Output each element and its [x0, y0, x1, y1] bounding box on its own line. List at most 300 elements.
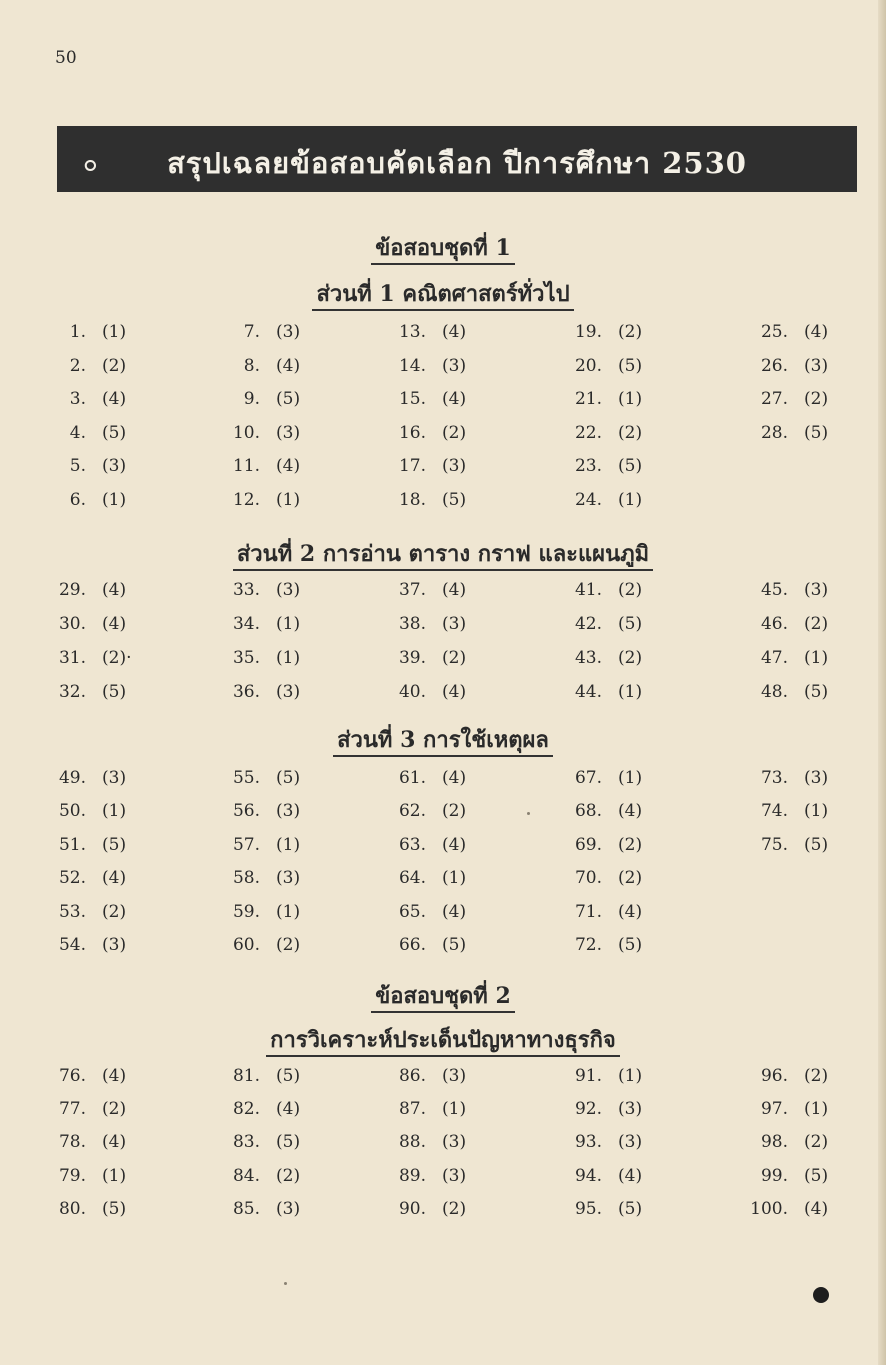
answer-cell: [560, 423, 700, 453]
answer-choice: (4): [618, 801, 643, 822]
paper-speck: [284, 1282, 287, 1285]
answer-cell: [384, 682, 524, 712]
question-number: 14.: [398, 355, 426, 376]
question-number: 71.: [574, 901, 602, 922]
answer-choice: (1): [276, 648, 301, 668]
answer-cell: [218, 835, 358, 865]
question-number: 57.: [232, 834, 260, 855]
answer-choice: (5): [804, 682, 829, 702]
answer-cell: [384, 1199, 524, 1229]
question-number: 86.: [398, 1066, 426, 1086]
answer-choice: (5): [276, 1132, 301, 1153]
answer-cell: [384, 490, 524, 520]
question-number: 49.: [58, 768, 86, 788]
set-2-heading: [0, 978, 886, 1013]
paper-speck: [527, 812, 530, 815]
answer-choice: (3): [276, 868, 301, 889]
answer-cell: [218, 614, 358, 644]
answer-cell: [44, 580, 184, 610]
answer-cell: [560, 682, 700, 712]
answer-cell: [560, 614, 700, 644]
question-number: 99.: [760, 1165, 788, 1186]
part-1-heading-text: ส่วนที่ 1 คณิตศาสตร์ทั่วไป: [312, 281, 573, 311]
part-1-heading: [0, 276, 886, 311]
answer-cell: [218, 902, 358, 932]
question-number: 93.: [574, 1132, 602, 1153]
title-banner: [57, 126, 857, 192]
answer-cell: [384, 1066, 524, 1096]
answer-cell: [384, 935, 524, 965]
answer-choice: (4): [804, 1198, 829, 1219]
answer-choice: (2): [442, 422, 467, 443]
answer-cell: [746, 1166, 886, 1196]
answer-choice: (2): [804, 1066, 829, 1086]
answer-choice: (1): [102, 1165, 127, 1186]
answer-choice: (4): [102, 1066, 127, 1086]
answer-cell: [560, 835, 700, 865]
question-number: 92.: [574, 1099, 602, 1120]
answer-cell: [44, 868, 184, 898]
answer-choice: (4): [102, 614, 127, 634]
banner-title: สรุปเฉลยข้อสอบคัดเลือก ปีการศึกษา 2530: [167, 146, 747, 180]
question-number: 64.: [398, 868, 426, 889]
question-number: 35.: [232, 648, 260, 668]
answer-cell: [384, 801, 524, 831]
answer-cell: [560, 1066, 700, 1096]
answer-choice: (5): [442, 935, 467, 955]
answer-cell: [44, 648, 184, 678]
answer-cell: [384, 835, 524, 865]
question-number: 8.: [243, 355, 260, 376]
part-2-heading-text: ส่วนที่ 2 การอ่าน ตาราง กราฟ และแผนภูมิ: [233, 541, 653, 571]
answer-cell: [218, 682, 358, 712]
answer-choice: (4): [804, 322, 829, 342]
answer-cell: [746, 614, 886, 644]
answer-row: [0, 1099, 886, 1129]
answer-row: [0, 902, 886, 932]
question-number: 90.: [398, 1198, 426, 1219]
answer-cell: [560, 322, 700, 352]
answer-cell: [384, 768, 524, 798]
answer-row: [0, 648, 886, 678]
answer-cell: [746, 1066, 886, 1096]
answer-cell: [746, 580, 886, 610]
answer-choice: (2): [276, 1165, 301, 1186]
answer-choice: (4): [618, 901, 643, 922]
answer-cell: [44, 1099, 184, 1129]
answer-cell: [44, 902, 184, 932]
part-2-heading: [0, 536, 886, 571]
question-number: 69.: [574, 834, 602, 855]
question-number: 80.: [58, 1198, 86, 1219]
answer-choice: (2): [618, 580, 643, 600]
answer-row: [0, 935, 886, 965]
answer-cell: [218, 490, 358, 520]
question-number: 38.: [398, 614, 426, 634]
business-part-heading-text: การวิเคราะห์ประเด็นปัญหาทางธุรกิจ: [266, 1027, 620, 1057]
answer-row: [0, 423, 886, 453]
business-part-heading: [0, 1022, 886, 1057]
answer-choice: (4): [276, 355, 301, 376]
answer-cell: [384, 1166, 524, 1196]
answer-choice: (2): [618, 834, 643, 855]
answer-cell: [746, 322, 886, 352]
answer-choice: (2)·: [102, 648, 132, 668]
answer-row: [0, 1132, 886, 1162]
answer-choice: (5): [102, 834, 127, 855]
question-number: 43.: [574, 648, 602, 668]
answer-row: [0, 614, 886, 644]
question-number: 97.: [760, 1099, 788, 1120]
answer-choice: (1): [618, 768, 643, 788]
answer-cell: [560, 456, 700, 486]
question-number: 20.: [574, 355, 602, 376]
answer-cell: [746, 423, 886, 453]
answer-cell: [560, 768, 700, 798]
question-number: 11.: [232, 456, 260, 477]
answer-choice: (3): [102, 768, 127, 788]
answer-choice: (3): [442, 1165, 467, 1186]
bullet-dot: [813, 1287, 829, 1303]
question-number: 50.: [58, 801, 86, 822]
question-number: 76.: [58, 1066, 86, 1086]
question-number: 5.: [69, 456, 86, 477]
answer-cell: [384, 389, 524, 419]
banner-mark: ๐: [83, 149, 98, 177]
question-number: 68.: [574, 801, 602, 822]
answer-cell: [384, 614, 524, 644]
question-number: 48.: [760, 682, 788, 702]
question-number: 42.: [574, 614, 602, 634]
answer-choice: (4): [102, 1132, 127, 1153]
answer-choice: (4): [442, 580, 467, 600]
answer-choice: (3): [102, 935, 127, 955]
set-1-heading-text: ข้อสอบชุดที่ 1: [371, 235, 515, 265]
answer-choice: (2): [102, 355, 127, 376]
answer-cell: [218, 1199, 358, 1229]
answer-choice: (2): [442, 1198, 467, 1219]
question-number: 60.: [232, 935, 260, 955]
answer-choice: (3): [442, 614, 467, 634]
answer-row: [0, 580, 886, 610]
answer-choice: (5): [442, 490, 467, 510]
answer-choice: (1): [102, 490, 127, 510]
question-number: 17.: [398, 456, 426, 477]
answer-choice: (2): [618, 868, 643, 889]
answer-cell: [384, 648, 524, 678]
question-number: 75.: [760, 834, 788, 855]
question-number: 83.: [232, 1132, 260, 1153]
answer-cell: [560, 868, 700, 898]
answer-choice: (3): [276, 422, 301, 443]
answer-choice: (3): [276, 682, 301, 702]
answer-choice: (3): [276, 801, 301, 822]
answer-row: [0, 801, 886, 831]
answer-choice: (1): [442, 1099, 467, 1120]
answer-cell: [384, 423, 524, 453]
answer-choice: (5): [618, 1198, 643, 1219]
question-number: 28.: [760, 422, 788, 443]
answer-cell: [746, 1132, 886, 1162]
answer-cell: [746, 1099, 886, 1129]
answer-cell: [746, 682, 886, 712]
answer-cell: [44, 490, 184, 520]
question-number: 23.: [574, 456, 602, 477]
answer-cell: [746, 1199, 886, 1229]
answer-choice: (5): [276, 1066, 301, 1086]
answer-cell: [44, 356, 184, 386]
answer-cell: [560, 356, 700, 386]
answer-cell: [218, 423, 358, 453]
answer-choice: (5): [618, 355, 643, 376]
question-number: 7.: [243, 322, 260, 342]
question-number: 46.: [760, 614, 788, 634]
answer-choice: (5): [102, 1198, 127, 1219]
question-number: 84.: [232, 1165, 260, 1186]
answer-cell: [44, 1132, 184, 1162]
question-number: 82.: [232, 1099, 260, 1120]
answer-choice: (1): [102, 322, 127, 342]
question-number: 98.: [760, 1132, 788, 1153]
answer-cell: [746, 356, 886, 386]
answer-cell: [44, 423, 184, 453]
answer-choice: (1): [618, 682, 643, 702]
answer-cell: [560, 1099, 700, 1129]
question-number: 54.: [58, 935, 86, 955]
question-number: 33.: [232, 580, 260, 600]
answer-choice: (5): [276, 389, 301, 410]
question-number: 87.: [398, 1099, 426, 1120]
page-number: 50: [55, 48, 77, 68]
answer-cell: [44, 935, 184, 965]
question-number: 13.: [398, 322, 426, 342]
answer-choice: (3): [276, 322, 301, 342]
answer-cell: [218, 580, 358, 610]
answer-cell: [384, 902, 524, 932]
answer-cell: [560, 1132, 700, 1162]
answer-cell: [44, 768, 184, 798]
question-number: 2.: [69, 355, 86, 376]
answer-choice: (4): [102, 580, 127, 600]
question-number: 79.: [58, 1165, 86, 1186]
answer-choice: (5): [618, 935, 643, 955]
answer-choice: (3): [276, 1198, 301, 1219]
question-number: 9.: [243, 389, 260, 410]
answer-cell: [44, 389, 184, 419]
answer-cell: [560, 1199, 700, 1229]
question-number: 56.: [232, 801, 260, 822]
question-number: 52.: [58, 868, 86, 889]
answer-choice: (3): [102, 456, 127, 477]
answer-cell: [44, 456, 184, 486]
question-number: 63.: [398, 834, 426, 855]
answer-row: [0, 682, 886, 712]
answer-cell: [746, 768, 886, 798]
answer-cell: [44, 1066, 184, 1096]
question-number: 88.: [398, 1132, 426, 1153]
answer-choice: (1): [804, 648, 829, 668]
question-number: 65.: [398, 901, 426, 922]
answer-cell: [44, 1199, 184, 1229]
answer-row: [0, 456, 886, 486]
question-number: 41.: [574, 580, 602, 600]
answer-choice: (2): [618, 648, 643, 668]
question-number: 53.: [58, 901, 86, 922]
answer-choice: (3): [618, 1099, 643, 1120]
answer-cell: [218, 768, 358, 798]
answer-cell: [384, 356, 524, 386]
answer-choice: (4): [102, 389, 127, 410]
question-number: 37.: [398, 580, 426, 600]
question-number: 30.: [58, 614, 86, 634]
question-number: 6.: [69, 490, 86, 510]
answer-cell: [746, 648, 886, 678]
question-number: 96.: [760, 1066, 788, 1086]
answer-choice: (5): [804, 834, 829, 855]
answer-choice: (1): [618, 389, 643, 410]
answer-choice: (2): [102, 1099, 127, 1120]
answer-choice: (4): [442, 768, 467, 788]
answer-cell: [218, 456, 358, 486]
answer-choice: (2): [804, 1132, 829, 1153]
answer-choice: (2): [276, 935, 301, 955]
part-3-heading-text: ส่วนที่ 3 การใช้เหตุผล: [333, 727, 553, 757]
question-number: 78.: [58, 1132, 86, 1153]
question-number: 51.: [58, 834, 86, 855]
answer-cell: [560, 1166, 700, 1196]
answer-row: [0, 768, 886, 798]
answer-choice: (4): [442, 389, 467, 410]
answer-cell: [218, 1132, 358, 1162]
answer-cell: [218, 356, 358, 386]
question-number: 27.: [760, 389, 788, 410]
answer-cell: [560, 935, 700, 965]
answer-choice: (2): [618, 322, 643, 342]
answer-choice: (5): [618, 614, 643, 634]
answer-cell: [384, 322, 524, 352]
answer-row: [0, 389, 886, 419]
answer-cell: [218, 648, 358, 678]
question-number: 89.: [398, 1165, 426, 1186]
set-1-heading: [0, 230, 886, 265]
answer-cell: [384, 580, 524, 610]
answer-choice: (4): [276, 1099, 301, 1120]
question-number: 45.: [760, 580, 788, 600]
question-number: 21.: [574, 389, 602, 410]
answer-choice: (3): [804, 768, 829, 788]
question-number: 40.: [398, 682, 426, 702]
question-number: 18.: [398, 490, 426, 510]
answer-choice: (2): [618, 422, 643, 443]
answer-choice: (4): [276, 456, 301, 477]
question-number: 70.: [574, 868, 602, 889]
question-number: 55.: [232, 768, 260, 788]
answer-choice: (2): [804, 614, 829, 634]
question-number: 74.: [760, 801, 788, 822]
answer-choice: (5): [102, 422, 127, 443]
answer-choice: (1): [618, 490, 643, 510]
answer-choice: (1): [804, 1099, 829, 1120]
answer-choice: (4): [442, 901, 467, 922]
answer-choice: (2): [102, 901, 127, 922]
question-number: 44.: [574, 682, 602, 702]
question-number: 32.: [58, 682, 86, 702]
answer-choice: (4): [442, 834, 467, 855]
answer-cell: [218, 1099, 358, 1129]
part-3-heading: [0, 722, 886, 757]
set-2-heading-text: ข้อสอบชุดที่ 2: [371, 983, 515, 1013]
answer-choice: (4): [442, 682, 467, 702]
answer-row: [0, 1166, 886, 1196]
answer-row: [0, 868, 886, 898]
answer-cell: [44, 835, 184, 865]
question-number: 59.: [232, 901, 260, 922]
answer-cell: [560, 490, 700, 520]
answer-cell: [746, 801, 886, 831]
answer-choice: (3): [804, 355, 829, 376]
question-number: 16.: [398, 422, 426, 443]
question-number: 72.: [574, 935, 602, 955]
answer-cell: [44, 801, 184, 831]
answer-choice: (1): [276, 901, 301, 922]
answer-choice: (1): [442, 868, 467, 889]
answer-choice: (2): [442, 648, 467, 668]
question-number: 36.: [232, 682, 260, 702]
answer-cell: [560, 580, 700, 610]
question-number: 85.: [232, 1198, 260, 1219]
answer-choice: (3): [442, 1132, 467, 1153]
question-number: 24.: [574, 490, 602, 510]
answer-cell: [560, 801, 700, 831]
question-number: 100.: [750, 1198, 788, 1219]
answer-cell: [384, 1132, 524, 1162]
question-number: 26.: [760, 355, 788, 376]
answer-choice: (1): [804, 801, 829, 822]
question-number: 15.: [398, 389, 426, 410]
answer-choice: (3): [442, 456, 467, 477]
question-number: 31.: [58, 648, 86, 668]
question-number: 12.: [232, 490, 260, 510]
answer-row: [0, 322, 886, 352]
question-number: 22.: [574, 422, 602, 443]
answer-choice: (3): [618, 1132, 643, 1153]
answer-cell: [218, 1166, 358, 1196]
answer-cell: [746, 389, 886, 419]
answer-cell: [384, 456, 524, 486]
answer-cell: [218, 801, 358, 831]
answer-cell: [44, 322, 184, 352]
answer-choice: (5): [102, 682, 127, 702]
answer-choice: (4): [618, 1165, 643, 1186]
answer-cell: [560, 389, 700, 419]
question-number: 81.: [232, 1066, 260, 1086]
answer-cell: [44, 682, 184, 712]
answer-cell: [384, 1099, 524, 1129]
answer-row: [0, 356, 886, 386]
answer-choice: (1): [276, 834, 301, 855]
answer-choice: (1): [276, 614, 301, 634]
answer-choice: (3): [442, 355, 467, 376]
question-number: 91.: [574, 1066, 602, 1086]
answer-cell: [560, 902, 700, 932]
answer-cell: [218, 935, 358, 965]
answer-choice: (4): [442, 322, 467, 342]
answer-choice: (3): [442, 1066, 467, 1086]
question-number: 4.: [69, 422, 86, 443]
answer-cell: [44, 614, 184, 644]
question-number: 77.: [58, 1099, 86, 1120]
question-number: 61.: [398, 768, 426, 788]
